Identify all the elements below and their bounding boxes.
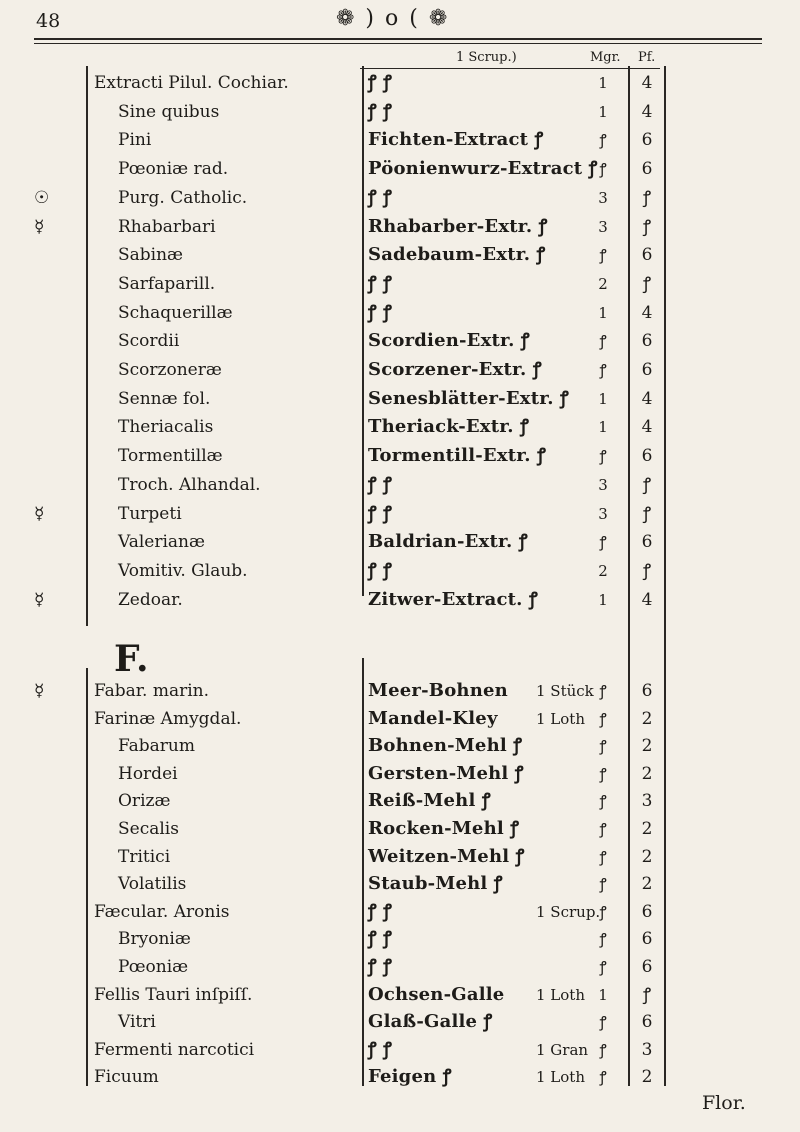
section-letter: F. (114, 638, 149, 680)
latin-name: Tormentillæ (118, 446, 223, 467)
latin-name: Tritici (118, 846, 171, 867)
list-item (0, 273, 800, 303)
latin-name: Theriacalis (118, 417, 214, 438)
price-pf: ꝭ (642, 560, 652, 581)
german-name: ꝭ ꝭ (368, 559, 392, 581)
list-item (0, 928, 800, 958)
latin-name: Sennæ fol. (118, 388, 211, 409)
german-name: Pöonienwurz-Extract ꝭ (368, 158, 598, 180)
list-item (0, 187, 800, 217)
german-name: ꝭ ꝭ (368, 72, 392, 93)
price-pf: 6 (641, 446, 653, 467)
german-name: Meer-Bohnen (368, 680, 508, 701)
list-item (0, 818, 800, 848)
german-name: Bohnen-Mehl ꝭ (368, 735, 523, 757)
price-pf: 2 (641, 846, 653, 867)
german-name: ꝭ ꝭ (368, 502, 392, 524)
page-header (0, 0, 800, 50)
list-item (0, 388, 800, 418)
german-name: ꝭ ꝭ (368, 928, 392, 950)
price-pf: ꝭ (642, 273, 652, 294)
price-mgr: ꝭ (599, 332, 607, 351)
latin-name: Rhabarbari (118, 216, 216, 237)
price-pf: 6 (641, 159, 653, 180)
latin-name: Fermenti narcotici (94, 1039, 255, 1060)
latin-name: Ficuum (94, 1067, 159, 1088)
list-item (0, 735, 800, 765)
list-item (0, 589, 800, 619)
price-mgr: 1 (598, 985, 608, 1004)
price-mgr: ꝭ (599, 958, 607, 976)
price-mgr: ꝭ (599, 709, 607, 728)
price-pf: 6 (641, 957, 653, 977)
list-item (0, 560, 800, 590)
price-pf: 6 (641, 532, 653, 553)
german-name: Feigen ꝭ (368, 1066, 452, 1088)
price-mgr: 3 (598, 504, 608, 523)
list-item (0, 416, 800, 446)
price-mgr: ꝭ (599, 737, 607, 756)
list-item (0, 790, 800, 820)
list-item (0, 984, 800, 1014)
latin-name: Pœoniæ rad. (118, 159, 229, 180)
german-name: ꝭ ꝭ (368, 301, 392, 323)
price-mgr: 1 (598, 74, 608, 92)
price-mgr: ꝭ (599, 682, 607, 700)
list-item (0, 680, 800, 710)
price-pf: 4 (641, 388, 653, 409)
list-item (0, 129, 800, 159)
alchemical-symbol-icon: ☿ (34, 503, 45, 524)
list-item (0, 503, 800, 533)
list-item (0, 873, 800, 903)
latin-name: Turpeti (118, 503, 182, 524)
list-item (0, 708, 800, 738)
price-mgr: ꝭ (599, 447, 607, 466)
latin-name: Vomitiv. Glaub. (118, 560, 248, 581)
price-mgr: 1 (598, 389, 608, 408)
price-mgr: ꝭ (599, 533, 607, 552)
price-pf: 3 (641, 1039, 653, 1060)
price-pf: 4 (641, 417, 653, 438)
latin-name: Fabar. marin. (94, 681, 210, 701)
german-name: ꝭ ꝭ (368, 272, 392, 294)
latin-name: Farinæ Amygdal. (94, 708, 242, 729)
latin-name: Fellis Tauri inſpiſſ. (94, 984, 253, 1005)
german-name: Scorzener-Extr. ꝭ (368, 359, 542, 380)
price-mgr: 2 (598, 561, 608, 580)
list-item (0, 1039, 800, 1069)
price-pf: 6 (641, 681, 653, 701)
unit-column-header: 1 Scrup.) (456, 50, 517, 65)
price-mgr: ꝭ (599, 131, 607, 150)
alchemical-symbol-icon: ☿ (34, 589, 45, 610)
price-mgr: ꝭ (599, 1040, 607, 1059)
list-item (0, 445, 800, 475)
price-pf: 6 (641, 360, 653, 380)
price-mgr: 1 (598, 418, 608, 437)
price-pf: 6 (641, 1012, 653, 1033)
column-header-rule (360, 68, 660, 69)
latin-name: Secalis (118, 819, 179, 839)
price-mgr: 3 (598, 217, 608, 236)
quantity-unit: 1 Scrup. (536, 902, 601, 921)
german-name: ꝭ ꝭ (368, 100, 392, 122)
german-name: Senesblätter-Extr. ꝭ (368, 387, 569, 409)
price-pf: ꝭ (642, 474, 652, 495)
price-mgr: 3 (598, 188, 608, 207)
alchemical-symbol-icon: ☿ (34, 681, 45, 701)
german-name: Mandel-Kley (368, 707, 498, 729)
price-mgr: ꝭ (599, 847, 607, 866)
price-mgr: 1 (598, 102, 608, 121)
german-name: Theriack-Extr. ꝭ (368, 416, 529, 438)
german-name: Staub-Mehl ꝭ (368, 873, 503, 895)
latin-name: Fabarum (118, 736, 195, 757)
german-name: Fichten-Extract ꝭ (368, 129, 544, 151)
mgr-column-header: Mgr. (590, 50, 621, 65)
quantity-unit: 1 Loth (536, 1068, 585, 1087)
german-name: Scordien-Extr. ꝭ (368, 330, 530, 352)
latin-name: Hordei (118, 763, 178, 784)
quantity-unit: 1 Stück (536, 682, 594, 700)
latin-name: Schaquerillæ (118, 302, 233, 323)
german-name: Tormentill-Extr. ꝭ (368, 445, 546, 467)
german-name: Glaß-Galle ꝭ (368, 1011, 493, 1033)
list-item (0, 330, 800, 360)
list-item (0, 846, 800, 876)
alchemical-symbol-icon: ☿ (34, 216, 45, 237)
latin-name: Pœoniæ (118, 957, 189, 977)
price-mgr: ꝭ (599, 361, 607, 379)
price-mgr: 2 (598, 274, 608, 293)
list-item (0, 531, 800, 561)
price-pf: 4 (641, 589, 653, 610)
price-mgr: ꝭ (599, 820, 607, 838)
german-name: ꝭ ꝭ (368, 956, 392, 977)
price-pf: 2 (641, 736, 653, 757)
price-mgr: ꝭ (599, 930, 607, 949)
list-item (0, 359, 800, 389)
list-item (0, 72, 800, 102)
list-item (0, 1066, 800, 1096)
latin-name: Vitri (118, 1012, 156, 1033)
quantity-unit: 1 Gran (536, 1040, 589, 1059)
list-item (0, 474, 800, 504)
german-name: ꝭ ꝭ (368, 186, 392, 208)
pf-column-header: Pf. (638, 50, 656, 65)
latin-name: Purg. Catholic. (118, 187, 248, 208)
catchword: Flor. (702, 1092, 746, 1114)
german-name: Baldrian-Extr. ꝭ (368, 531, 528, 553)
price-pf: 2 (641, 819, 653, 839)
latin-name: Fæcular. Aronis (94, 901, 230, 922)
german-name: Ochsen-Galle (368, 983, 505, 1005)
price-pf: 3 (641, 791, 653, 812)
list-item (0, 158, 800, 188)
latin-name: Sabinæ (118, 245, 184, 266)
price-mgr: ꝭ (599, 246, 607, 265)
price-pf: 2 (641, 874, 653, 895)
price-mgr: 1 (598, 590, 608, 609)
list-item (0, 216, 800, 246)
price-pf: ꝭ (642, 187, 652, 208)
list-item (0, 763, 800, 793)
header-rule-thin (34, 43, 762, 44)
list-item (0, 244, 800, 274)
price-pf: 6 (641, 245, 653, 266)
german-name: ꝭ ꝭ (368, 1038, 392, 1060)
header-ornament: ❁ ) o ( ❁ (336, 6, 450, 31)
price-mgr: 3 (598, 475, 608, 494)
price-pf: ꝭ (642, 503, 652, 524)
price-mgr: ꝭ (599, 792, 607, 811)
header-rule (34, 38, 762, 40)
latin-name: Troch. Alhandal. (118, 474, 261, 495)
price-mgr: ꝭ (599, 1013, 607, 1032)
german-name: Gersten-Mehl ꝭ (368, 762, 524, 784)
latin-name: Scorzoneræ (118, 360, 222, 380)
latin-name: Volatilis (118, 874, 187, 895)
german-name: Sadebaum-Extr. ꝭ (368, 244, 546, 266)
list-item (0, 901, 800, 931)
latin-name: Zedoar. (118, 589, 183, 610)
latin-name: Scordii (118, 331, 180, 352)
latin-name: Bryoniæ (118, 929, 191, 950)
price-pf: 4 (641, 73, 653, 93)
quantity-unit: 1 Loth (536, 709, 585, 728)
list-item (0, 302, 800, 332)
price-pf: 6 (641, 130, 653, 151)
german-name: ꝭ ꝭ (368, 900, 392, 922)
price-mgr: ꝭ (599, 902, 607, 921)
latin-name: Valerianæ (118, 532, 205, 553)
german-name: Reiß-Mehl ꝭ (368, 790, 491, 812)
german-name: Rocken-Mehl ꝭ (368, 818, 520, 839)
price-pf: 6 (641, 331, 653, 352)
price-pf: 2 (641, 1067, 653, 1088)
german-name: Weitzen-Mehl ꝭ (368, 845, 525, 867)
latin-name: Orizæ (118, 791, 171, 812)
latin-name: Sine quibus (118, 101, 220, 122)
price-pf: 6 (641, 929, 653, 950)
price-pf: ꝭ (642, 984, 652, 1005)
quantity-unit: 1 Loth (536, 985, 585, 1004)
german-name: Zitwer-Extract. ꝭ (368, 588, 538, 610)
price-mgr: ꝭ (599, 160, 607, 179)
price-pf: ꝭ (642, 216, 652, 237)
list-item (0, 956, 800, 986)
list-item (0, 1011, 800, 1041)
latin-name: Pini (118, 130, 152, 151)
price-pf: 2 (641, 708, 653, 729)
price-pf: 6 (641, 901, 653, 922)
german-name: Rhabarber-Extr. ꝭ (368, 215, 548, 237)
price-mgr: ꝭ (599, 764, 607, 783)
page-number: 48 (36, 10, 61, 32)
alchemical-symbol-icon: ☉ (34, 187, 50, 208)
latin-name: Extracti Pilul. Cochiar. (94, 73, 289, 93)
price-pf: 4 (641, 302, 653, 323)
price-mgr: ꝭ (599, 1068, 607, 1087)
latin-name: Sarfaparill. (118, 273, 216, 294)
price-pf: 4 (641, 101, 653, 122)
price-pf: 2 (641, 763, 653, 784)
list-item (0, 101, 800, 131)
german-name: ꝭ ꝭ (368, 473, 392, 495)
price-mgr: ꝭ (599, 875, 607, 894)
price-mgr: 1 (598, 303, 608, 322)
